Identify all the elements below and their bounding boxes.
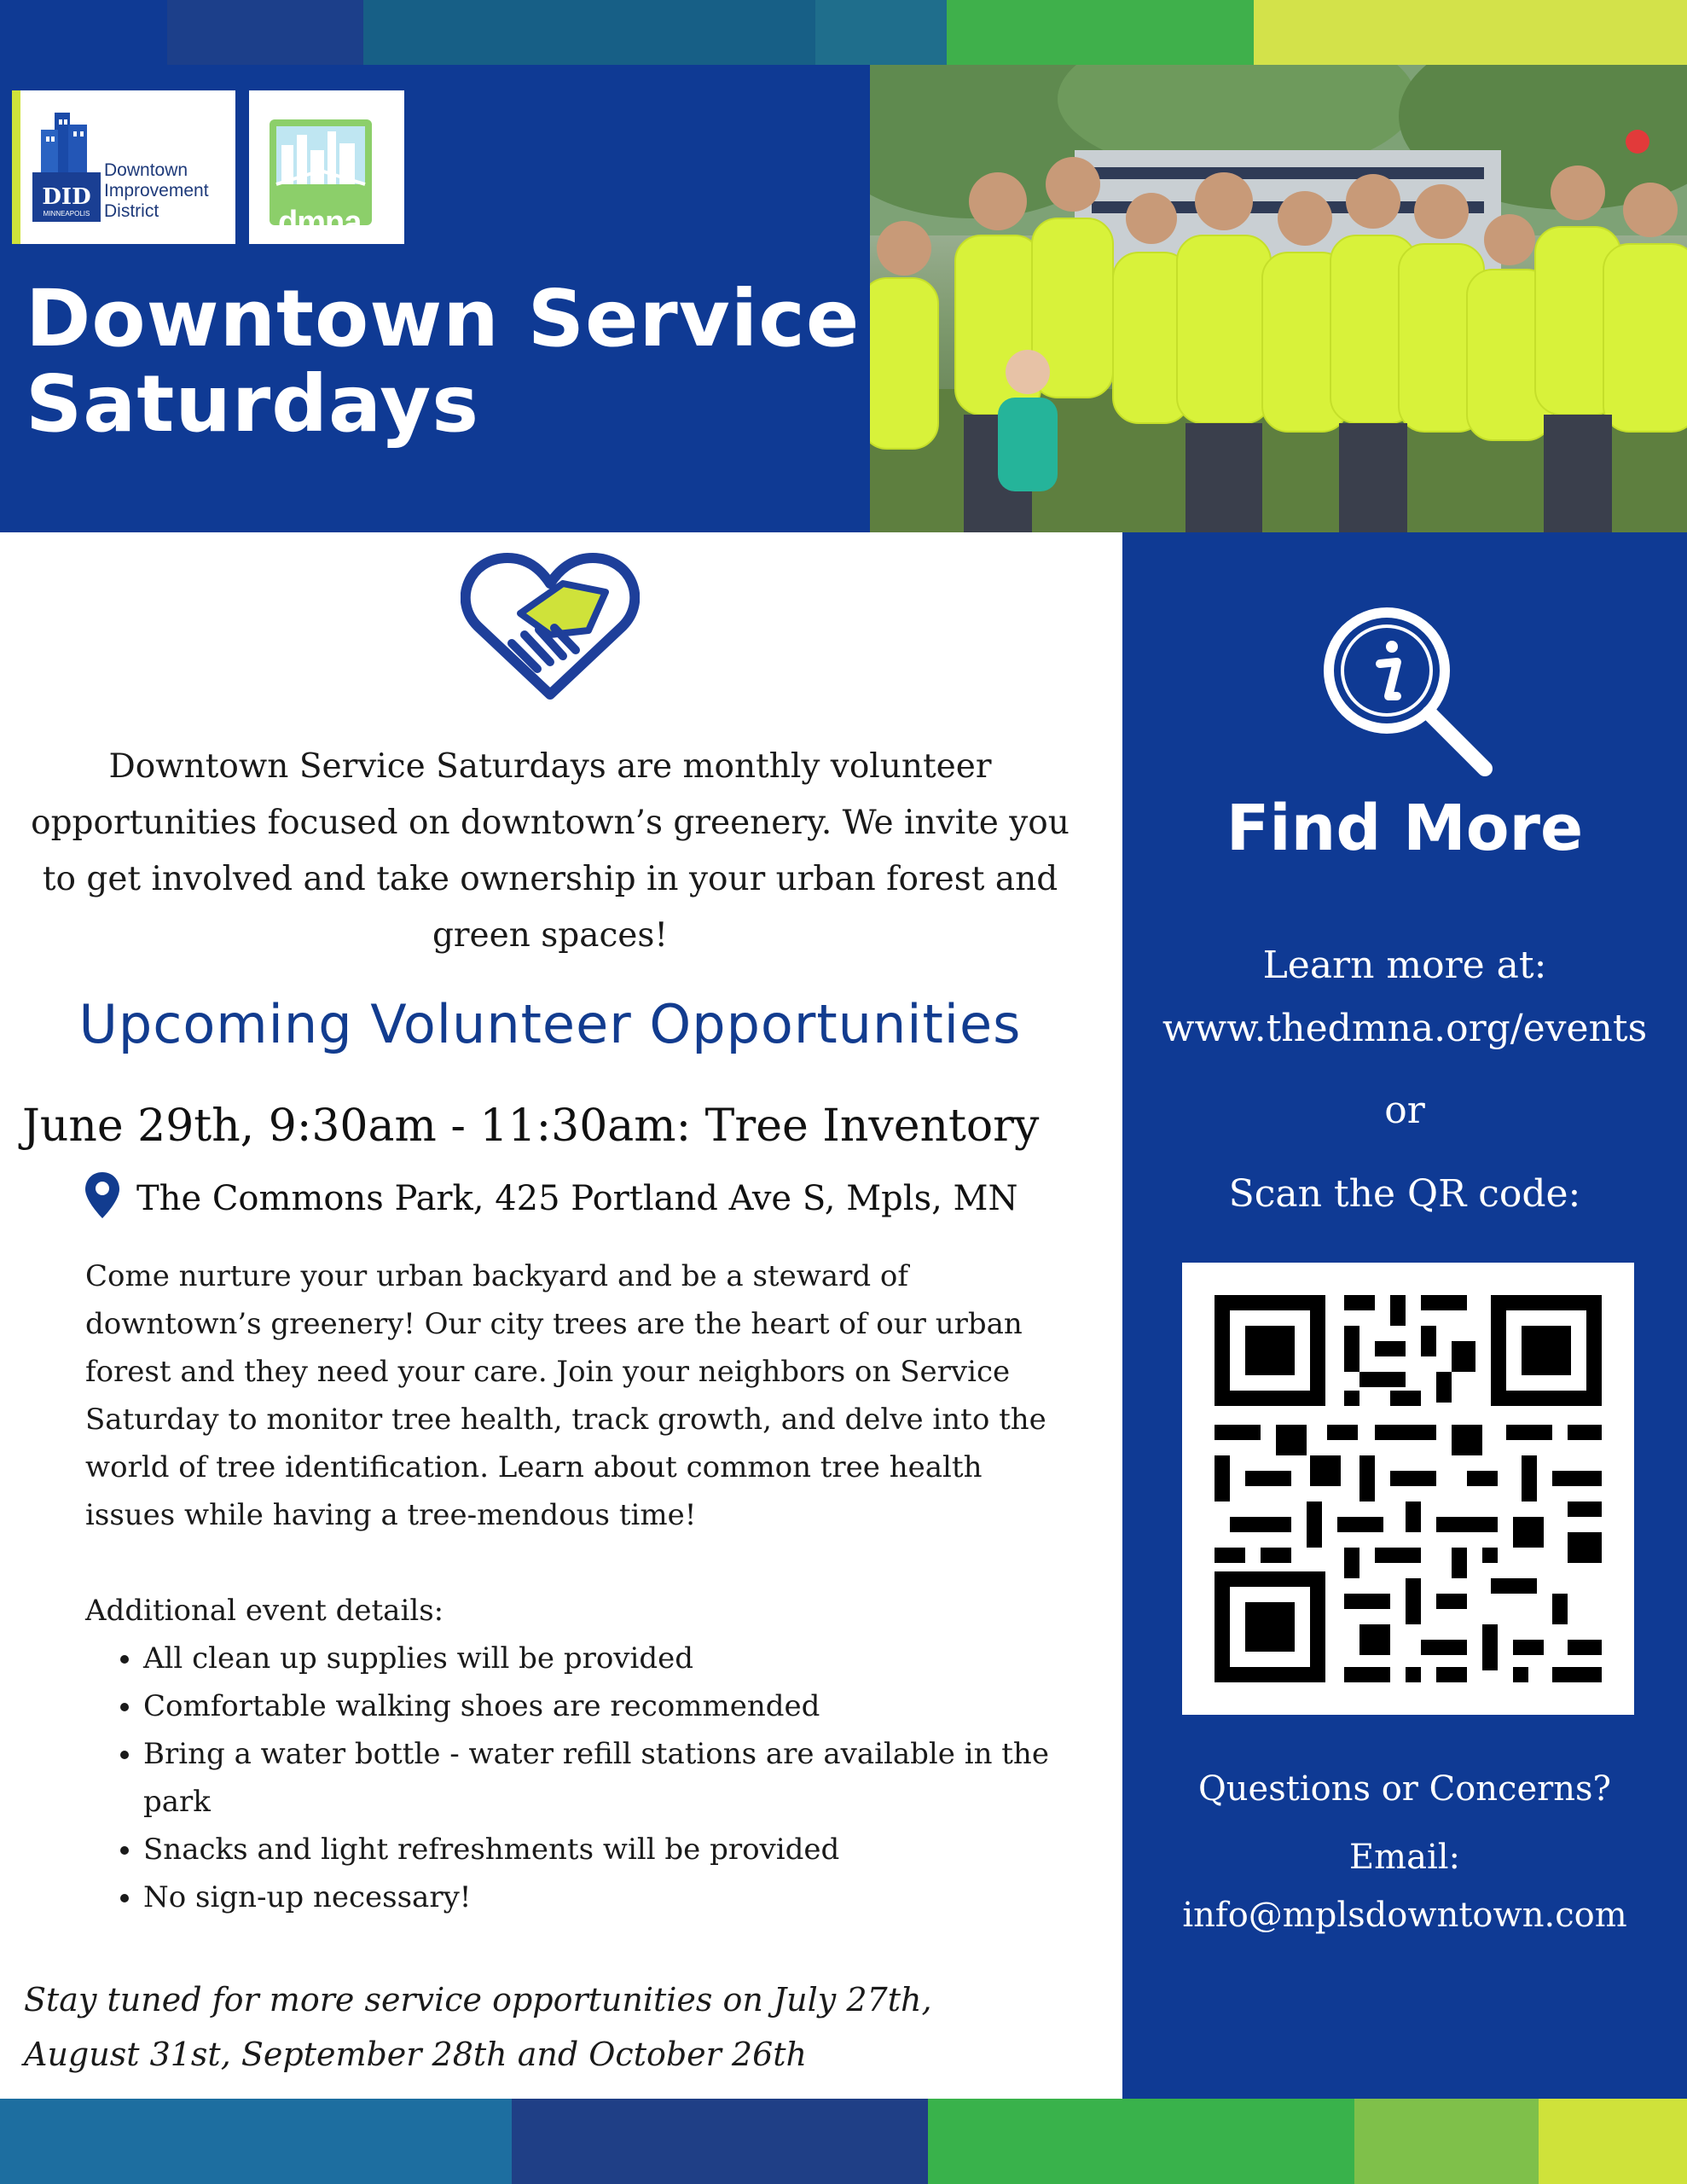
list-item: • Bring a water bottle - water refill stations are available in the park (143, 1730, 1124, 1826)
info-magnifier-icon (1319, 602, 1498, 781)
header-banner (0, 65, 870, 532)
volunteer-group-photo (870, 65, 1687, 532)
list-item: • Comfortable walking shoes are recommended (143, 1682, 1124, 1730)
or-label: or (1384, 1089, 1425, 1132)
did-city: MINNEAPOLIS (43, 210, 90, 218)
event-title: June 29th, 9:30am - 11:30am: Tree Inventory (22, 1101, 1040, 1152)
dmna-logo-text: dmna (278, 205, 362, 241)
bottom-color-strip (0, 2099, 1687, 2184)
email-label: Email: (1348, 1838, 1461, 1877)
list-item: • No sign-up necessary! (143, 1873, 1124, 1921)
did-mark: DID (42, 184, 91, 210)
event-description: Come nurture your urban backyard and be a steward of downtown’s greenery! Our city trees are the heart of our urban forest and they need your care. Join your neighbors on Service Saturday to monitor tree health, track growth, and delve into the world of tree identification. Learn about common tree health issues while having a tree-mendous time! (85, 1259, 1046, 1532)
volunteer-group-photo-icon (870, 65, 1687, 532)
details-list (85, 1635, 1124, 1921)
list-item: • All clean up supplies will be provided (143, 1635, 1124, 1682)
top-color-strip (0, 0, 1687, 65)
find-more-sidebar (1122, 532, 1687, 2099)
stay-tuned-note: Stay tuned for more service opportunities on July 27th, August 31st, September 28th and October 26th (24, 1981, 932, 2073)
page-title: Downtown Service Saturdays (26, 273, 861, 450)
location-pin-icon (84, 1170, 121, 1220)
qr-code-icon (1182, 1263, 1634, 1715)
did-logo-text: Downtown Improvement District (104, 160, 209, 221)
email-link[interactable]: info@mplsdowntown.com (1182, 1896, 1627, 1935)
scan-qr-label: Scan the QR code: (1228, 1172, 1581, 1216)
intro-paragraph: Downtown Service Saturdays are monthly volunteer opportunities focused on downtown’s greenery. We invite you to get involved and take ownership in your urban forest and green spaces! (31, 747, 1070, 955)
find-more-heading: Find More (1226, 792, 1584, 865)
logo-box (12, 90, 404, 244)
questions-label: Questions or Concerns? (1197, 1769, 1611, 1809)
qr-code[interactable] (1182, 1263, 1634, 1715)
events-url-link[interactable]: www.thedmna.org/events (1162, 1007, 1648, 1050)
list-item: • Snacks and light refreshments will be provided (143, 1826, 1124, 1873)
details-label: Additional event details: (85, 1594, 444, 1628)
event-location: The Commons Park, 425 Portland Ave S, Mpls, MN (136, 1179, 1018, 1218)
learn-more-label: Learn more at: (1262, 944, 1547, 987)
section-title: Upcoming Volunteer Opportunities (78, 993, 1022, 1055)
heart-handshake-icon (461, 549, 640, 703)
